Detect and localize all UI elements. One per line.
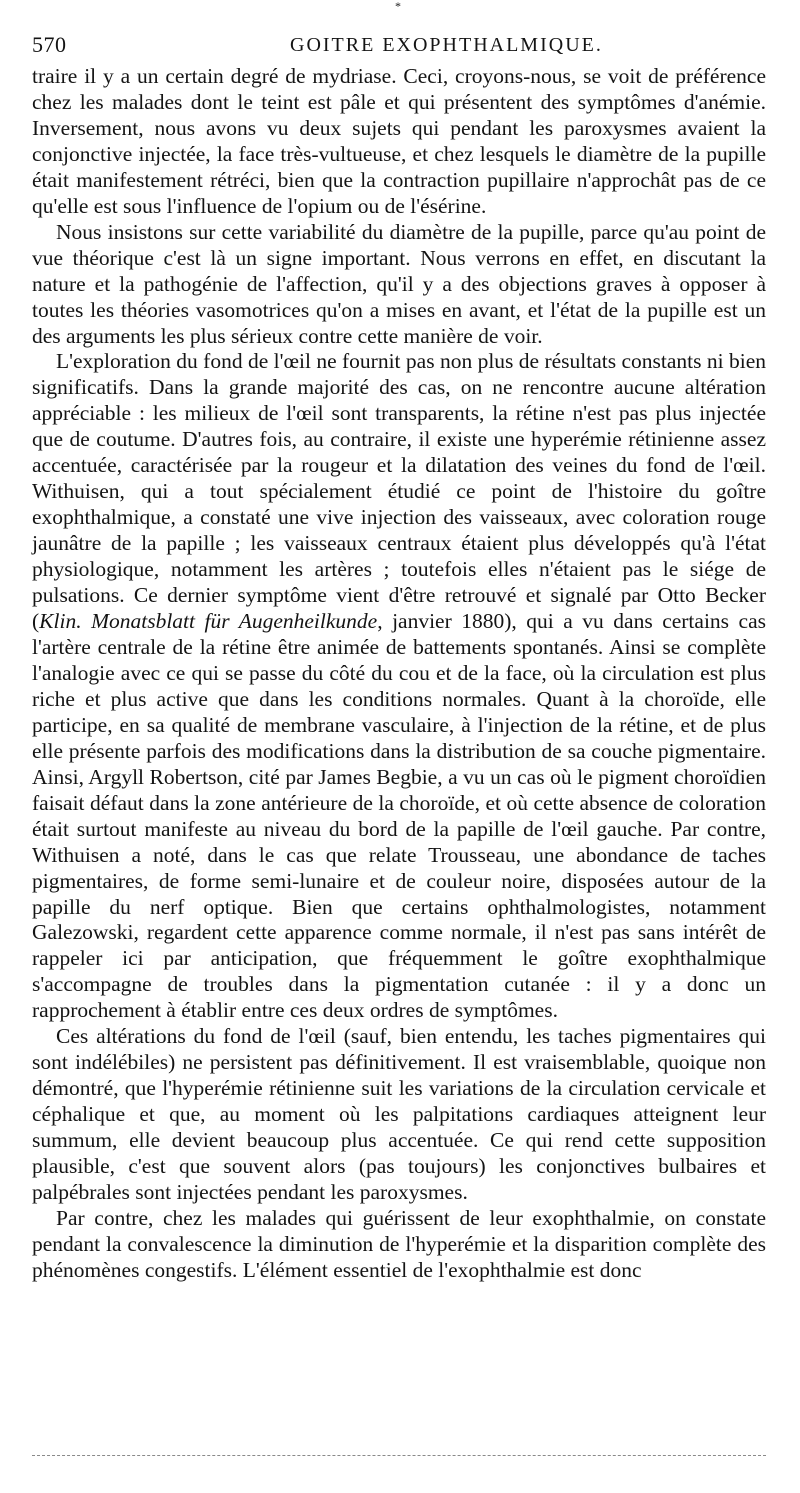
paragraph-continued: traire il y a un certain degré de mydriase. Ceci, croyons-nous, se voit de préférence chez les malades dont le teint est pâle et qui présentent des symptômes d'anémie. Inversement, nous avons vu deux sujets qui pendant les paroxysmes avaient la conjonctive injectée, la face très-vultueuse, et chez lesquels le diamètre de la pupille était manifestement rétréci, bien que la contraction pupillaire n'approchât pas de ce qu'elle est sous l'influence de l'opium ou de l'ésérine. [32, 64, 766, 218]
page-number: 570 [32, 32, 67, 57]
printer-mark: * [395, 0, 401, 13]
paragraph-fundus-exploration [32, 349, 766, 1024]
paragraph-pupil-variability: Nous insistons sur cette variabilité du diamètre de la pupille, parce qu'au point de vue théorique c'est là un signe important. Nous verrons en effet, en discutant la nature et la pathogénie de l'affection, qu'il y a des objections graves à opposer à toutes les théories vasomotrices qu'on a mises en avant, et l'état de la pupille est un des arguments les plus sérieux contre cette manière de voir. [32, 219, 766, 348]
running-header [32, 30, 766, 64]
paragraph-text-after-citation: , janvier 1880), qui a vu dans certains cas l'artère centrale de la rétine être animée de battements spontanés. Ainsi se complète l'analogie avec ce qui se passe du côté du cou et de la face, où la circulation est plus riche et plus active que dans les conditions normales. Quant à la choroïde, elle participe, en sa qualité de membrane vasculaire, à l'injection de la rétine, et de plus elle présente parfois des modifications dans la distribution de sa couche pigmentaire. Ainsi, Argyll Robertson, cité par James Begbie, a vu un cas où le pigment choroïdien faisait défaut dans la zone antérieure de la choroïde, et où cette absence de coloration était surtout manifeste au niveau du bord de la papille de l'œil gauche. Par contre, Withuisen a noté, dans le cas que relate Trousseau, une abondance de taches pigmentaires, de forme semi-lunaire et de couleur noire, disposées autour de la papille du nerf optique. Bien que certains ophthalmologistes, notamment Galezowski, regardent cette apparence comme normale, il n'est pas sans intérêt de rappeler ici par anticipation, que fréquemment le goître exophthalmique s'accompagne de troubles dans la pigmentation cutanée : il y a donc un rapprochement à établir entre ces deux ordres de symptômes. [32, 609, 766, 1023]
footer-divider [32, 1455, 766, 1456]
body-text [32, 64, 766, 1284]
paragraph-text-before-citation: L'exploration du fond de l'œil ne fournit pas non plus de résultats constants ni bien significatifs. Dans la grande majorité des cas, on ne rencontre aucune altération appréciable : les milieux de l'œil sont transparents, la rétine n'est pas plus injectée que de coutume. D'autres fois, au contraire, il existe une hyperémie rétinienne assez accentuée, caractérisée par la rougeur et la dilatation des veines du fond de l'œil. Withuisen, qui a tout spécialement étudié ce point de l'histoire du goître exophthalmique, a constaté une vive injection des vaisseaux, avec coloration rouge jaunâtre de la papille ; les vaisseaux centraux étaient plus développés qu'à l'état physiologique, notamment les artères ; toutefois elles n'étaient pas le siége de pulsations. Ce dernier symptôme vient d'être retrouvé et signalé par Otto Becker ( [32, 349, 766, 634]
journal-citation: Klin. Monatsblatt für Augenheilkunde [39, 609, 378, 634]
running-title: GOITRE EXOPHTHALMIQUE. [290, 34, 603, 56]
paragraph-fundus-alterations: Ces altérations du fond de l'œil (sauf, bien entendu, les taches pigmentaires qui sont indélébiles) ne persistent pas définitivement. Il est vraisemblable, quoique non démontré, que l'hyperémie rétinienne suit les variations de la circulation cervicale et céphalique et que, au moment où les palpitations cardiaques atteignent leur summum, elle devient beaucoup plus accentuée. Ce qui rend cette supposition plausible, c'est que souvent alors (pas toujours) les conjonctives bulbaires et palpébrales sont injectées pendant les paroxysmes. [32, 1024, 766, 1204]
paragraph-convalescence: Par contre, chez les malades qui guérissent de leur exophthalmie, on constate pendant la convalescence la diminution de l'hyperémie et la disparition complète des phénomènes congestifs. L'élément essentiel de l'exophthalmie est donc [32, 1205, 766, 1282]
